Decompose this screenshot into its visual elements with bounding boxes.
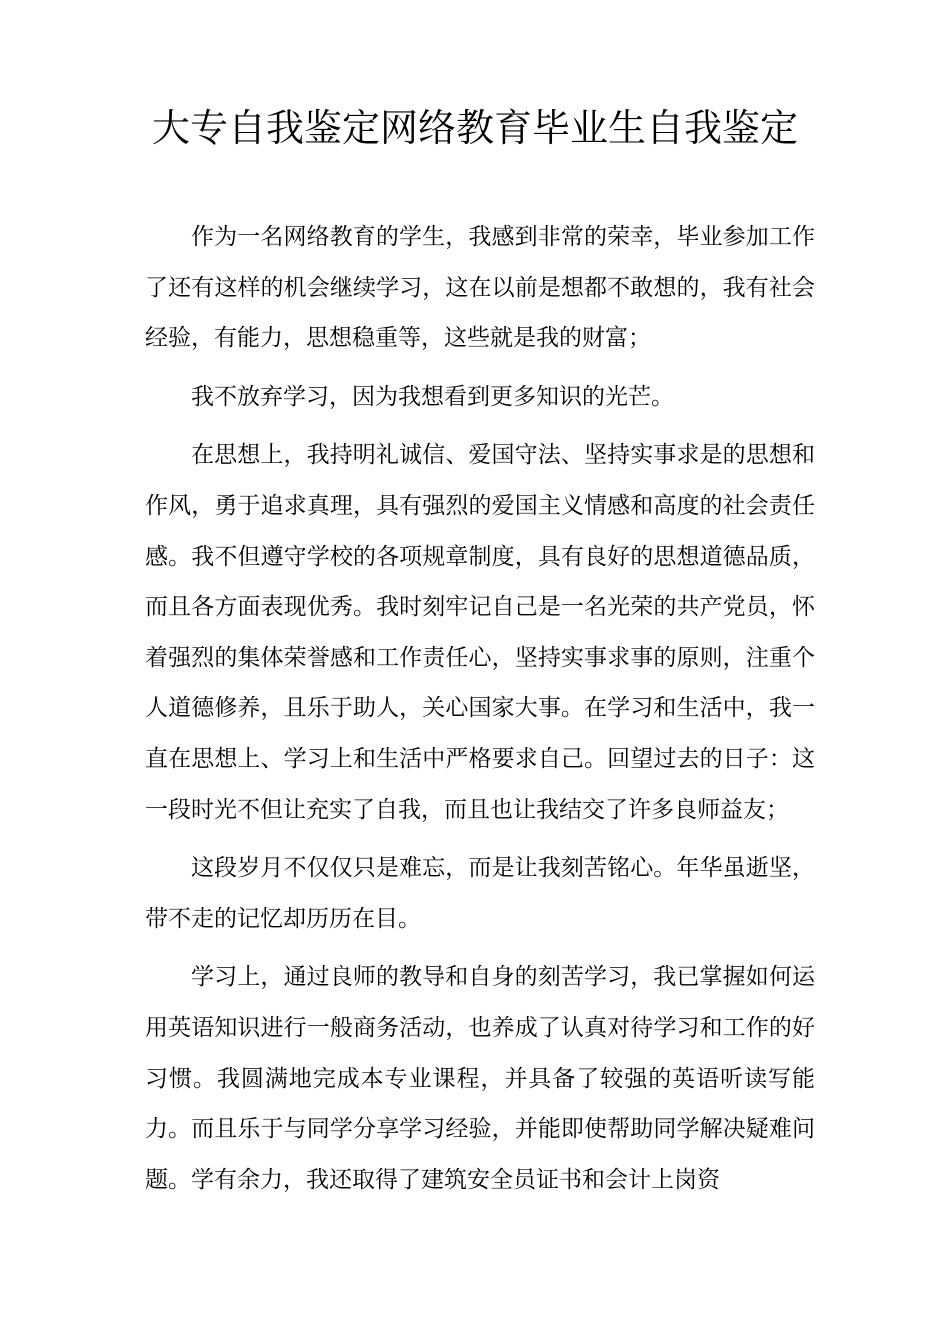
paragraph-5: 学习上，通过良师的教导和自身的刻苦学习，我已掌握如何运用英语知识进行一般商务活动，也养成了认真对待学习和工作的好习惯。我圆满地完成本专业课程，并具备了较强的英语听读写能力。而且乐于与同学分享学习经验，并能即使帮助同学解决疑难问题。学有余力，我还取得了建筑安全员证书和会计上岗资 [145,964,815,1193]
document-body [145,212,815,1213]
paragraph-1: 作为一名网络教育的学生，我感到非常的荣幸，毕业参加工作了还有这样的机会继续学习，这在以前是想都不敢想的，我有社会经验，有能力，思想稳重等，这些就是我的财富； [145,224,815,352]
paragraph-4: 这段岁月不仅仅只是难忘，而是让我刻苦铭心。年华虽逝坚，带不走的记忆却历历在目。 [145,855,815,932]
paragraph-3: 在思想上，我持明礼诚信、爱国守法、坚持实事求是的思想和作风，勇于追求真理，具有强烈的爱国主义情感和高度的社会责任感。我不但遵守学校的各项规章制度，具有良好的思想道德品质，而且各方面表现优秀。我时刻牢记自己是一名光荣的共产党员，怀着强烈的集体荣誉感和工作责任心，坚持实事求事的原则，注重个人道德修养，且乐于助人，关心国家大事。在学习和生活中，我一直在思想上、学习上和生活中严格要求自己。回望过去的日子：这一段时光不但让充实了自我，而且也让我结交了许多良师益友； [145,442,815,823]
paragraph-2: 我不放弃学习，因为我想看到更多知识的光芒。 [191,383,674,410]
document-title: 大专自我鉴定网络教育毕业生自我鉴定 [151,106,798,150]
